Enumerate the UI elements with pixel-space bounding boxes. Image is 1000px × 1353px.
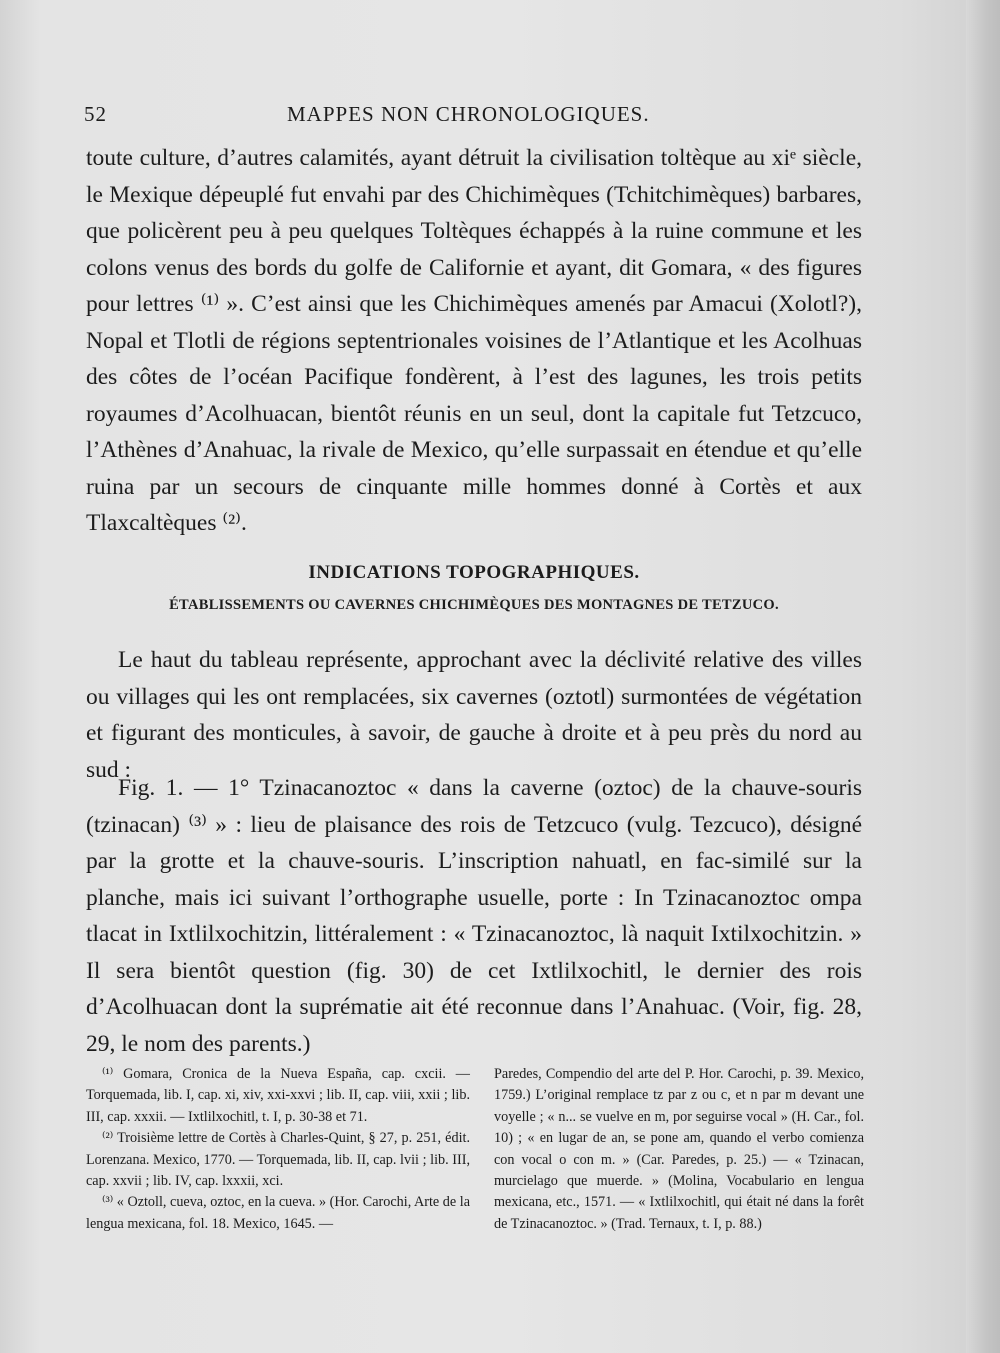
footnote-3-continued: Paredes, Compendio del arte del P. Hor. Carochi, p. 39. Mexico, 1759.) L’original remplace tz par z ou c, et n par m devant une voyelle ; « n... se vuelve en m, por seguirse vocal » (H. Car., fol. 10) ; « en lugar de an, se pone am, quando el verbo comienza con vocal o con m. » (Car. Paredes, p. 25.) — « Tzinacan, murcielago que muerde. » (Molina, Vocabulario en lengua mexicana, etc., 1571. — « Ixtlilxochitl, qui était né dans la forêt de Tzinacanoztoc. » (Trad. Ternaux, t. I, p. 88.) [494,1066,864,1232]
section-subheading: ÉTABLISSEMENTS OU CAVERNES CHICHIMÈQUES DES MONTAGNES DE TETZUCO. [169,597,779,613]
footnotes-left-column [86,1064,470,1235]
page-number: 52 [84,102,107,126]
paragraph-calamities: toute culture, d’autres calamités, ayant détruit la civilisation toltèque au xiᵉ siècle, le Mexique dépeuplé fut envahi par des Chichimèques (Tchitchimèques) barbares, que policèrent peu à peu quelques Toltèques échappés à la ruine commune et les colons venus des bords du golfe de Californie et ayant, dit Gomara, « des figures pour lettres ⁽¹⁾ ». C’est ainsi que les Chichimèques amenés par Amacui (Xolotl?), Nopal et Tlotli de régions septentrionales voisines de l’Atlantique et les Acolhuas des côtes de l’océan Pacifique fondèrent, à l’est des lagunes, les trois petits royaumes d’Acolhuacan, bientôt réunis en un seul, dont la capitale fut Tetzcuco, l’Athènes d’Anahuac, la rivale de Mexico, qu’elle surpassait en étendue et qu’elle ruina par un secours de cinquante mille hommes donné à Cortès et aux Tlaxcaltèques ⁽²⁾. [86,145,862,536]
footnote-3: ⁽³⁾ « Oztoll, cueva, oztoc, en la cueva. » (Hor. Carochi, Arte de la lengua mexicana, fol. 18. Mexico, 1645. — [86,1194,470,1232]
running-head [84,102,664,132]
footnote-1: ⁽¹⁾ Gomara, Cronica de la Nueva España, cap. cxcii. — Torquemada, lib. I, cap. xi, xiv, xxi-xxvi ; lib. II, cap. viii, xxii ; lib. III, cap. xxxii. — Ixtlilxochitl, t. I, p. 30-38 et 71. [86,1066,470,1125]
page-edge [966,0,1000,1353]
running-title: MAPPES NON CHRONOLOGIQUES. [287,102,650,126]
paragraph-tableau: Le haut du tableau représente, approchant avec la déclivité relative des villes ou villages qui les ont remplacées, six cavernes (oztotl) surmontées de végétation et figurant des monticules, à savoir, de gauche à droite et à peu près du nord au sud : [86,647,862,783]
footnote-2: ⁽²⁾ Troisième lettre de Cortès à Charles-Quint, § 27, p. 251, édit. Lorenzana. Mexico, 1770. — Torquemada, lib. II, cap. lvii ; lib. III, cap. xxvii ; lib. IV, cap. lxxxii, xci. [86,1130,470,1190]
section-heading: INDICATIONS TOPOGRAPHIQUES. [308,562,640,583]
paragraph-fig-1: Fig. 1. — 1° Tzinacanoztoc « dans la caverne (oztoc) de la chauve-souris (tzinacan) ⁽³⁾ » : lieu de plaisance des rois de Tetzcuco (vulg. Tezcuco), désigné par la grotte et la chauve-souris. L’inscription nahuatl, en fac-similé sur la planche, mais ici suivant l’orthographe usuelle, porte : In Tzinacanoztoc ompa tlacat in Ixtlilxochitzin, littéralement : « Tzinacanoztoc, là naquit Ixtilxochitzin. » Il sera bientôt question (fig. 30) de cet Ixtlilxochitl, le dernier des rois d’Acolhuacan dont la suprématie ait été reconnue dans l’Anahuac. (Voir, fig. 28, 29, le nom des parents.) [86,775,862,1057]
footnotes-right-column [494,1064,864,1235]
